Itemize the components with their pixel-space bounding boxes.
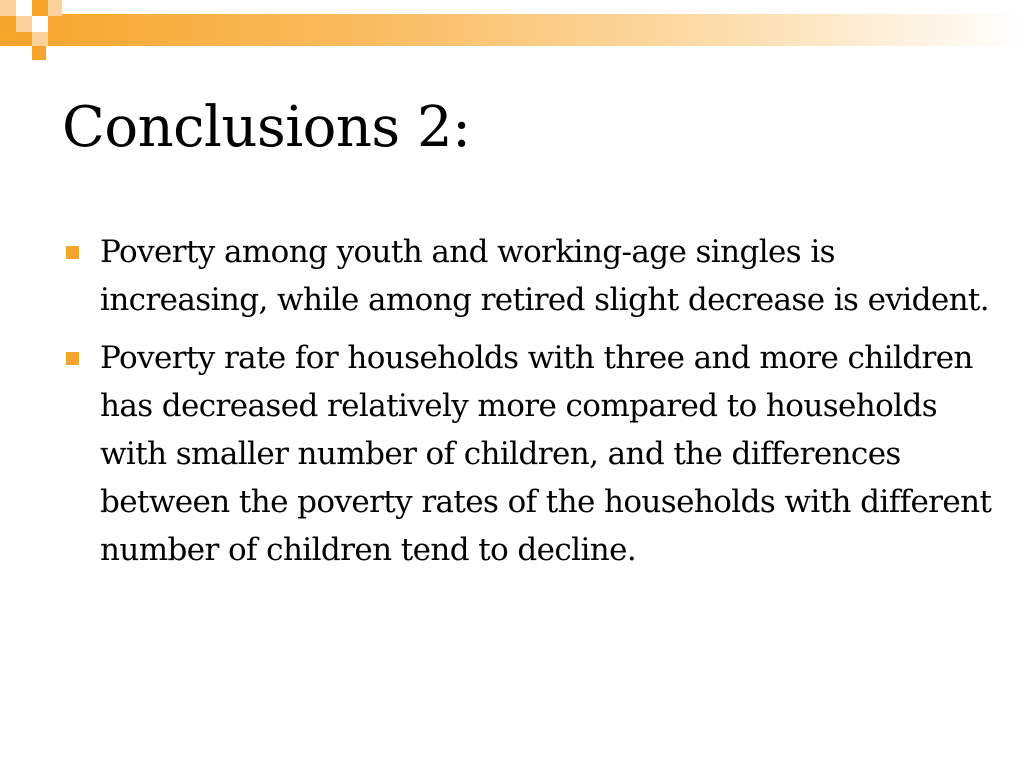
decor-square	[0, 16, 16, 32]
decor-square	[48, 0, 62, 16]
bullet-list	[62, 228, 992, 584]
decor-square	[32, 46, 46, 60]
bullet-item	[62, 228, 992, 324]
bullet-text: Poverty among youth and working-age singles is increasing, while among retired slight decrease is evident.	[100, 234, 990, 318]
decor-square	[0, 0, 16, 16]
slide-title: Conclusions 2:	[62, 95, 471, 160]
decor-square	[16, 32, 32, 46]
decor-square	[32, 16, 48, 32]
square-bullet-icon	[66, 352, 79, 365]
decor-square	[32, 32, 48, 46]
header-decoration-bar	[0, 14, 1024, 46]
square-bullet-icon	[66, 246, 79, 259]
bullet-item	[62, 334, 992, 574]
bullet-text: Poverty rate for households with three and more children has decreased relatively more compared to households with smaller number of children, and the differences between the poverty rates of the households with different number of children tend to decline.	[100, 340, 992, 568]
decor-square	[16, 16, 32, 32]
decor-square	[32, 0, 48, 16]
decor-square	[16, 0, 32, 16]
